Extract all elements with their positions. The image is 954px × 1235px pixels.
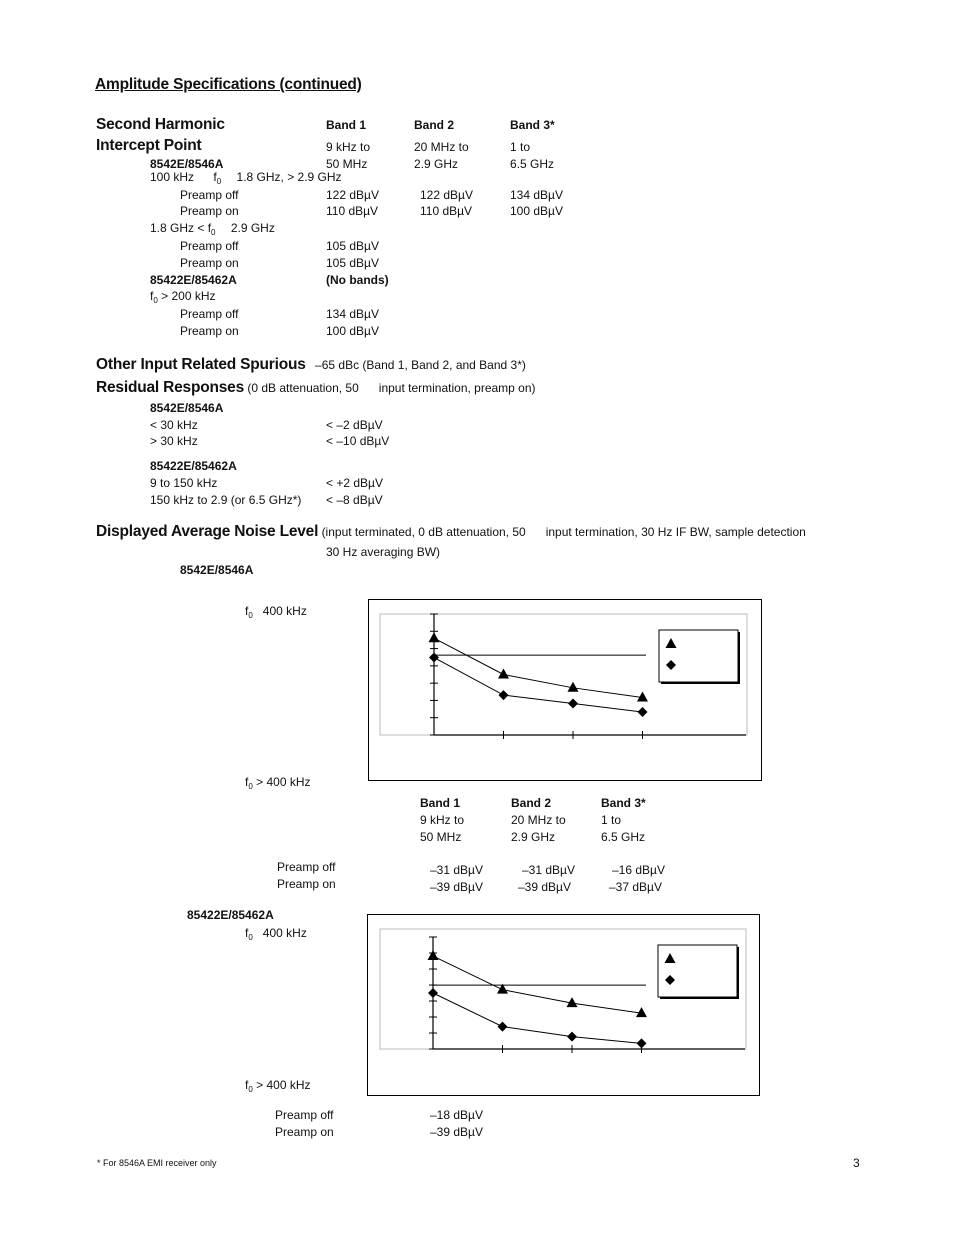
shi-condition-2 — [150, 221, 275, 237]
danl-note-line1: (input terminated, 0 dB attenuation, 50 input termination, 30 Hz IF BW, sample detection — [321, 525, 806, 539]
shi-title-line1: Second Harmonic — [96, 116, 225, 133]
danl-title: Displayed Average Noise Level — [96, 523, 319, 540]
shi-condition-1 — [150, 170, 342, 186]
footnote: * For 8546A EMI receiver only — [97, 1158, 217, 1168]
danl-a-off-band1: –31 dBµV — [430, 863, 483, 877]
shi-c2-on-value: 105 dBµV — [326, 256, 379, 270]
f-sub: 0 — [248, 933, 253, 942]
shi-c3-preamp-off-label: Preamp off — [180, 307, 239, 321]
danl-band1-range-end: 50 MHz — [420, 830, 462, 844]
danl-a-on-band1: –39 dBµV — [430, 880, 483, 894]
residual-b-cond-1: 9 to 150 kHz — [150, 476, 218, 490]
residual-b-value-1: < +2 dBµV — [326, 476, 383, 490]
f-label: f — [245, 1078, 249, 1092]
danl-chart-2-frame — [367, 914, 760, 1096]
shi-band1-range-start: 9 kHz to — [326, 140, 371, 154]
danl-b-off-value: –18 dBµV — [430, 1108, 483, 1122]
f-sub: 0 — [248, 611, 253, 620]
danl-chart-1-frame — [368, 599, 762, 781]
spurious-title: Other Input Related Spurious — [96, 356, 306, 373]
shi-cond3-f: f — [150, 289, 154, 303]
shi-c3-preamp-on-label: Preamp on — [180, 324, 239, 338]
shi-band2-header: Band 2 — [414, 118, 455, 132]
shi-cond1-sub: 0 — [216, 177, 222, 186]
shi-cond1-post: 1.8 GHz, > 2.9 GHz — [236, 170, 342, 184]
shi-cond3-sub: 0 — [153, 296, 158, 305]
danl-model-a: 8542E/8546A — [180, 563, 254, 577]
shi-c1-preamp-on-label: Preamp on — [180, 204, 239, 218]
residual-title: Residual Responses — [96, 379, 245, 396]
danl-a-on-band2: –39 dBµV — [518, 880, 571, 894]
shi-cond1-f: f — [213, 170, 217, 184]
shi-band2-range-end: 2.9 GHz — [414, 157, 459, 171]
f-label: f — [245, 926, 249, 940]
shi-band3-range-start: 1 to — [510, 140, 531, 154]
f-label: f — [245, 775, 249, 789]
danl-note-line2: 30 Hz averaging BW) — [326, 545, 441, 559]
shi-c1-off-band2: 122 dBµV — [420, 188, 473, 202]
shi-model-a: 8542E/8546A — [150, 157, 224, 171]
le-400-label: 400 kHz — [252, 604, 307, 618]
residual-a-cond-2: > 30 kHz — [150, 434, 198, 448]
spurious-row — [96, 357, 526, 373]
shi-c2-preamp-off-label: Preamp off — [180, 239, 239, 253]
danl-band1-range-start: 9 kHz to — [420, 813, 465, 827]
danl-a-preamp-off-label: Preamp off — [277, 860, 336, 874]
danl-a-off-band2: –31 dBµV — [522, 863, 575, 877]
danl-band2-range-end: 2.9 GHz — [511, 830, 556, 844]
page-number: 3 — [853, 1156, 860, 1170]
shi-c2-preamp-on-label: Preamp on — [180, 256, 239, 270]
danl-band2-range-start: 20 MHz to — [511, 813, 566, 827]
residual-a-value-1: < –2 dBµV — [326, 418, 383, 432]
shi-cond1-pre: 100 kHz — [150, 170, 195, 184]
danl-a-off-band3: –16 dBµV — [612, 863, 665, 877]
gt-400-label: > 400 kHz — [252, 1078, 311, 1092]
gt-400-label: > 400 kHz — [252, 775, 311, 789]
shi-c2-off-value: 105 dBµV — [326, 239, 379, 253]
shi-no-bands: (No bands) — [326, 273, 389, 287]
shi-c3-off-value: 134 dBµV — [326, 307, 379, 321]
danl-b-preamp-off-label: Preamp off — [275, 1108, 334, 1122]
shi-c3-on-value: 100 dBµV — [326, 324, 379, 338]
shi-cond2-sub: 0 — [211, 228, 216, 237]
shi-band2-range-start: 20 MHz to — [414, 140, 469, 154]
danl-a-on-band3: –37 dBµV — [609, 880, 662, 894]
danl-a-preamp-on-label: Preamp on — [277, 877, 336, 891]
residual-b-cond-2: 150 kHz to 2.9 (or 6.5 GHz*) — [150, 493, 302, 507]
danl-row — [96, 524, 806, 540]
residual-model-a: 8542E/8546A — [150, 401, 224, 415]
danl-model-b: 85422E/85462A — [187, 908, 274, 922]
danl-band2-header: Band 2 — [511, 796, 552, 810]
residual-note: (0 dB attenuation, 50 input termination, preamp on) — [247, 381, 536, 395]
shi-cond2-post: 2.9 GHz — [230, 221, 275, 235]
shi-c1-on-band2: 110 dBµV — [420, 204, 473, 218]
shi-c1-preamp-off-label: Preamp off — [180, 188, 239, 202]
danl-b-f-le-400 — [245, 926, 307, 942]
shi-c1-off-band3: 134 dBµV — [510, 188, 563, 202]
f-sub: 0 — [248, 782, 253, 791]
f-label: f — [245, 604, 249, 618]
residual-model-b: 85422E/85462A — [150, 459, 237, 473]
shi-band1-header: Band 1 — [326, 118, 367, 132]
le-400-label: 400 kHz — [252, 926, 307, 940]
danl-a-f-le-400 — [245, 604, 307, 620]
residual-a-cond-1: < 30 kHz — [150, 418, 198, 432]
danl-b-preamp-on-label: Preamp on — [275, 1125, 334, 1139]
shi-band3-range-end: 6.5 GHz — [510, 157, 555, 171]
residual-b-value-2: < –8 dBµV — [326, 493, 383, 507]
page-title: Amplitude Specifications (continued) — [95, 76, 362, 93]
shi-c1-on-band1: 110 dBµV — [326, 204, 379, 218]
danl-band1-header: Band 1 — [420, 796, 461, 810]
danl-band3-range-end: 6.5 GHz — [601, 830, 646, 844]
f-sub: 0 — [248, 1085, 253, 1094]
residual-row — [96, 380, 536, 396]
spurious-value: –65 dBc (Band 1, Band 2, and Band 3*) — [315, 358, 526, 372]
danl-band3-range-start: 1 to — [601, 813, 622, 827]
danl-b-on-value: –39 dBµV — [430, 1125, 483, 1139]
shi-cond2-pre: 1.8 GHz < f — [150, 221, 212, 235]
shi-band3-header: Band 3* — [510, 118, 555, 132]
shi-model-b: 85422E/85462A — [150, 273, 237, 287]
shi-c1-on-band3: 100 dBµV — [510, 204, 563, 218]
residual-a-value-2: < –10 dBµV — [326, 434, 390, 448]
danl-b-f-gt-400 — [245, 1078, 311, 1094]
danl-band3-header: Band 3* — [601, 796, 646, 810]
shi-title-line2: Intercept Point — [96, 137, 202, 154]
shi-band1-range-end: 50 MHz — [326, 157, 368, 171]
shi-c1-off-band1: 122 dBµV — [326, 188, 379, 202]
danl-a-f-gt-400 — [245, 775, 311, 791]
shi-condition-3 — [150, 289, 216, 305]
shi-cond3-post: > 200 kHz — [157, 289, 216, 303]
